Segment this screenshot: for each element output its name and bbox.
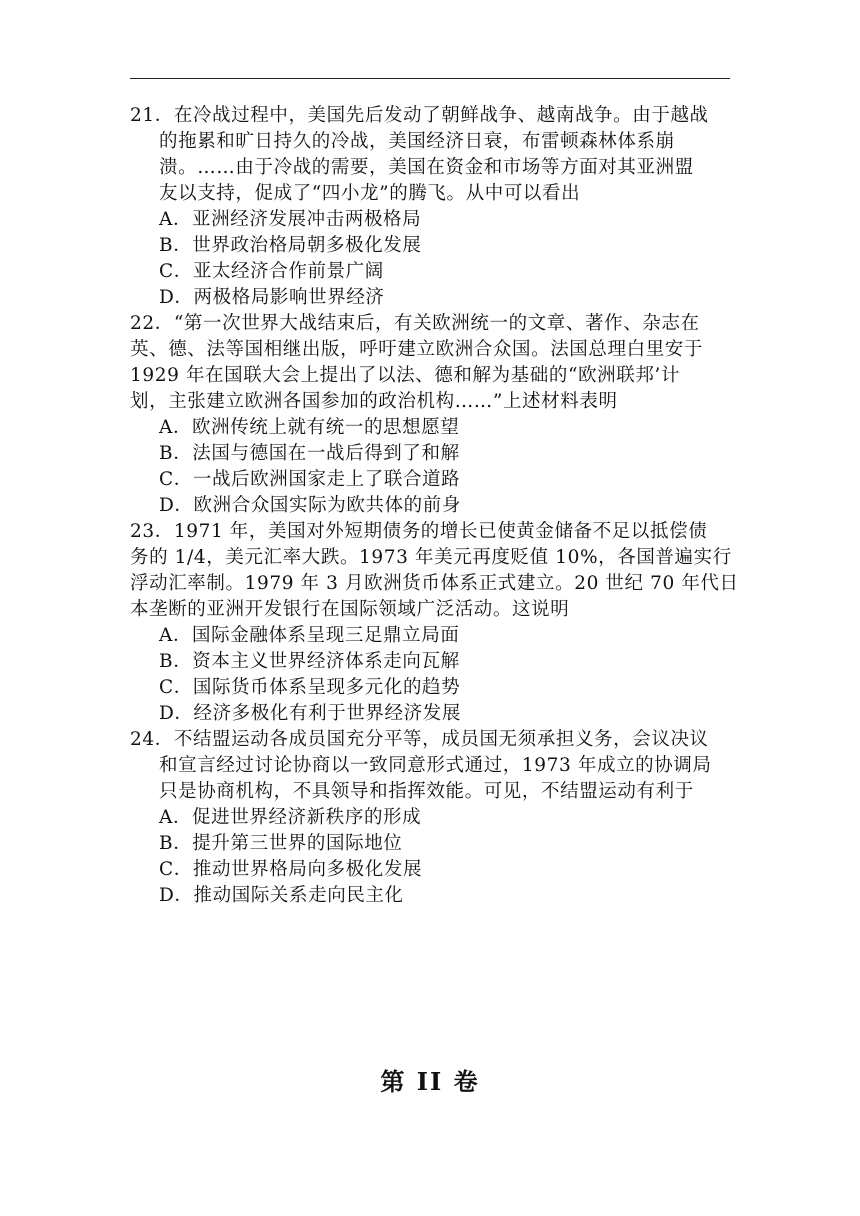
question-24-option-d: D．推动国际关系走向民主化 xyxy=(159,885,404,906)
question-23-option-b: B．资本主义世界经济体系走向瓦解 xyxy=(159,651,460,672)
question-21-stem-line: 友以支持，促成了“四小龙”的腾飞。从中可以看出 xyxy=(159,183,581,204)
question-22-stem-line: 22．“第一次世界大战结束后，有关欧洲统一的文章、著作、杂志在 xyxy=(130,313,700,334)
question-23-option-c: C．国际货币体系呈现多元化的趋势 xyxy=(159,677,461,698)
question-21-option-d: D．两极格局影响世界经济 xyxy=(159,287,385,308)
question-24-stem-line: 只是协商机构，不具领导和指挥效能。可见，不结盟运动有利于 xyxy=(159,781,694,802)
question-22 xyxy=(130,311,734,519)
question-24-option-c: C．推动世界格局向多极化发展 xyxy=(159,859,423,880)
question-23-stem-line: 23．1971 年，美国对外短期债务的增长已使黄金储备不足以抵偿债 xyxy=(130,521,708,542)
question-23-stem-line: 务的 1/4，美元汇率大跌。1973 年美元再度贬值 10%，各国普遍实行 xyxy=(130,547,732,568)
question-22-stem-line: 划，主张建立欧洲各国参加的政治机构……”上述材料表明 xyxy=(130,391,618,412)
question-list xyxy=(130,103,739,909)
question-23 xyxy=(130,519,739,727)
question-23-stem-line: 本垄断的亚洲开发银行在国际领域广泛活动。这说明 xyxy=(130,599,570,620)
question-21-stem-line: 21．在冷战过程中，美国先后发动了朝鲜战争、越南战争。由于越战 xyxy=(130,105,709,126)
question-21-stem-line: 溃。……由于冷战的需要，美国在资金和市场等方面对其亚洲盟 xyxy=(159,157,694,178)
question-23-option-a: A．国际金融体系呈现三足鼎立局面 xyxy=(159,625,460,646)
question-24-stem-line: 和宣言经过讨论协商以一致同意形式通过，1973 年成立的协调局 xyxy=(159,755,712,776)
question-24-option-b: B．提升第三世界的国际地位 xyxy=(159,833,403,854)
question-21-option-c: C．亚太经济合作前景广阔 xyxy=(159,261,384,282)
question-22-option-c: C．一战后欧洲国家走上了联合道路 xyxy=(159,469,461,490)
question-24 xyxy=(130,727,734,909)
question-24-stem-line: 24．不结盟运动各成员国充分平等，成员国无须承担义务，会议决议 xyxy=(130,729,709,750)
question-24-option-a: A．促进世界经济新秩序的形成 xyxy=(159,807,422,828)
question-22-option-b: B．法国与德国在一战后得到了和解 xyxy=(159,443,460,464)
question-21-option-a: A．亚洲经济发展冲击两极格局 xyxy=(159,209,422,230)
question-21-option-b: B．世界政治格局朝多极化发展 xyxy=(159,235,422,256)
question-22-stem-line: 1929 年在国联大会上提出了以法、德和解为基础的“欧洲联邦’计 xyxy=(130,365,681,386)
question-22-option-d: D．欧洲合众国实际为欧共体的前身 xyxy=(159,495,461,516)
question-23-stem-line: 浮动汇率制。1979 年 3 月欧洲货币体系正式建立。20 世纪 70 年代日 xyxy=(130,573,739,594)
question-21 xyxy=(130,103,734,311)
question-22-option-a: A．欧洲传统上就有统一的思想愿望 xyxy=(159,417,460,438)
question-21-stem-line: 的拖累和旷日持久的冷战，美国经济日衰，布雷顿森林体系崩 xyxy=(159,131,675,152)
question-22-stem-line: 英、德、法等国相继出版，呼吁建立欧洲合众国。法国总理白里安于 xyxy=(130,339,704,360)
section-title: 第 II 卷 xyxy=(380,1067,480,1096)
header-rule xyxy=(130,78,730,79)
question-23-option-d: D．经济多极化有利于世界经济发展 xyxy=(159,703,461,724)
